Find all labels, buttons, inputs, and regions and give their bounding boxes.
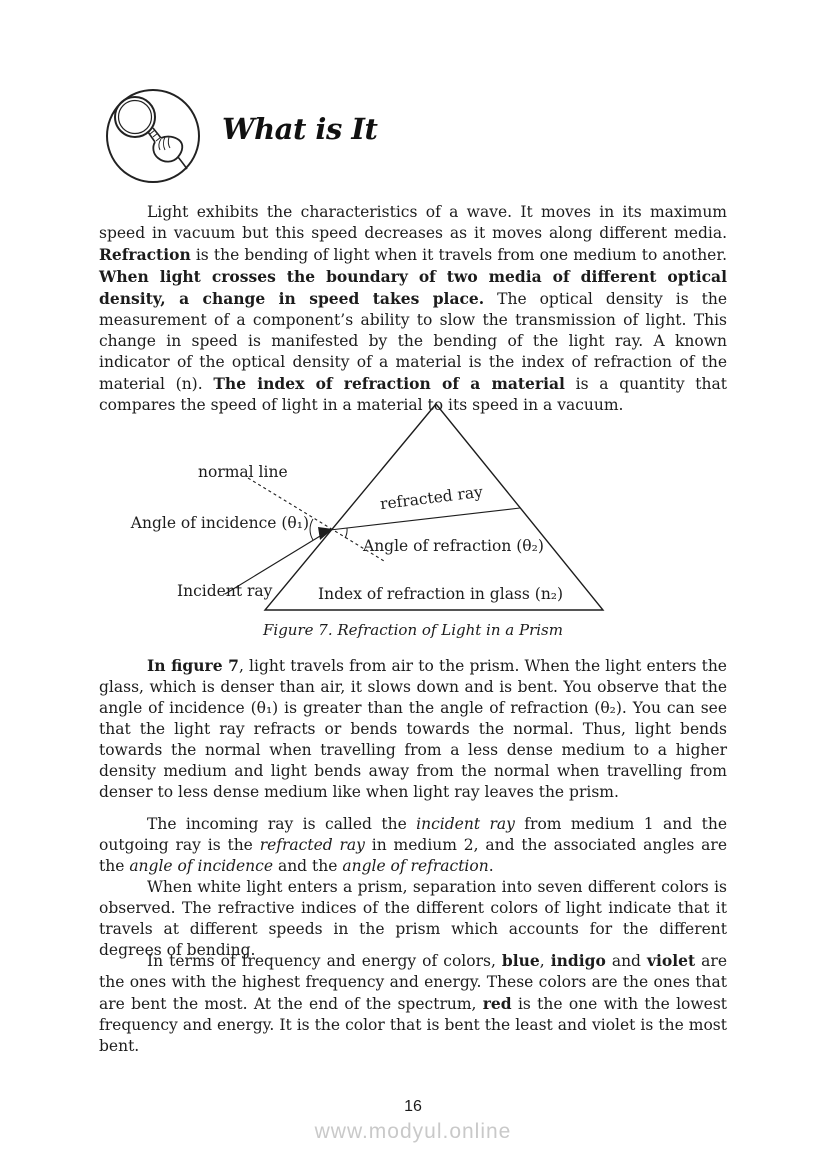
figure-caption: Figure 7. Refraction of Light in a Prism [263,621,563,639]
paragraph-intro: Light exhibits the characteristics of a wave. It moves in its maximum speed in vacuum but this speed decreases as it moves along different media. Refraction is the bending of light when it travels from one medium to another. When light crosses the boundary of two media of different optical density, a change in speed takes place. The optical density is the measurement of a component’s ability to slow the transmission of light. This change in speed is manifested by the bending of the light ray. A known indicator of the optical density of a material is the index of refraction of the material (n). The index of refraction of a material is a quantity that compares the speed of light in a material to its speed in a vacuum. [99,203,727,414]
paragraph-figure7: In figure 7, light travels from air to the prism. When the light enters the glass, which is denser than air, it slows down and is bent. You observe that the angle of incidence (θ₁) is greater than the angle of refraction (θ₂). You can see that the light ray refracts or bends towards the normal. Thus, light bends towards the normal when travelling from a less dense medium to a higher density medium and light bends away from the normal when travelling from denser to less dense medium like when light ray leaves the prism. [99,656,727,801]
prism-triangle [265,404,603,610]
paragraph-colors: In terms of frequency and energy of colors, blue, indigo and violet are the ones with the highest frequency and energy. These colors are the ones that are bent the most. At the end of the spectrum, red is the one with the lowest frequency and energy. It is the color that is bent the least and violet is the most bent. [99,951,728,1055]
angle-of-incidence-label: Angle of incidence (θ₁) [130,514,309,532]
paragraph-rays: The incoming ray is called the incident ray from medium 1 and the outgoing ray is the refracted ray in medium 2, and the associated angles are the angle of incidence and the angle of refraction. [99,815,728,875]
angle-of-refraction-label: Angle of refraction (θ₂) [363,537,544,555]
incidence-angle-arc [310,519,313,540]
incident-ray-label: Incident ray [177,582,273,600]
paragraph-white-light: When white light enters a prism, separation into seven different colors is observed. The refractive indices of the different colors of light indicate that it travels at different speeds in the prism which accounts for the different degrees of bending. [99,878,727,959]
paragraph-group [99,814,727,961]
normal-line-label: normal line [198,463,288,481]
page-number: 16 [404,1098,422,1115]
prism-diagram [99,395,729,623]
watermark: www.modyul.online [314,1120,512,1143]
index-of-refraction-label: Index of refraction in glass (n₂) [318,585,564,603]
refracted-ray-label: refracted ray [379,482,484,514]
refraction-angle-arc [345,528,347,538]
section-title: What is It [222,112,378,146]
magnifier-icon [104,87,202,185]
refracted-ray-line [330,508,520,530]
